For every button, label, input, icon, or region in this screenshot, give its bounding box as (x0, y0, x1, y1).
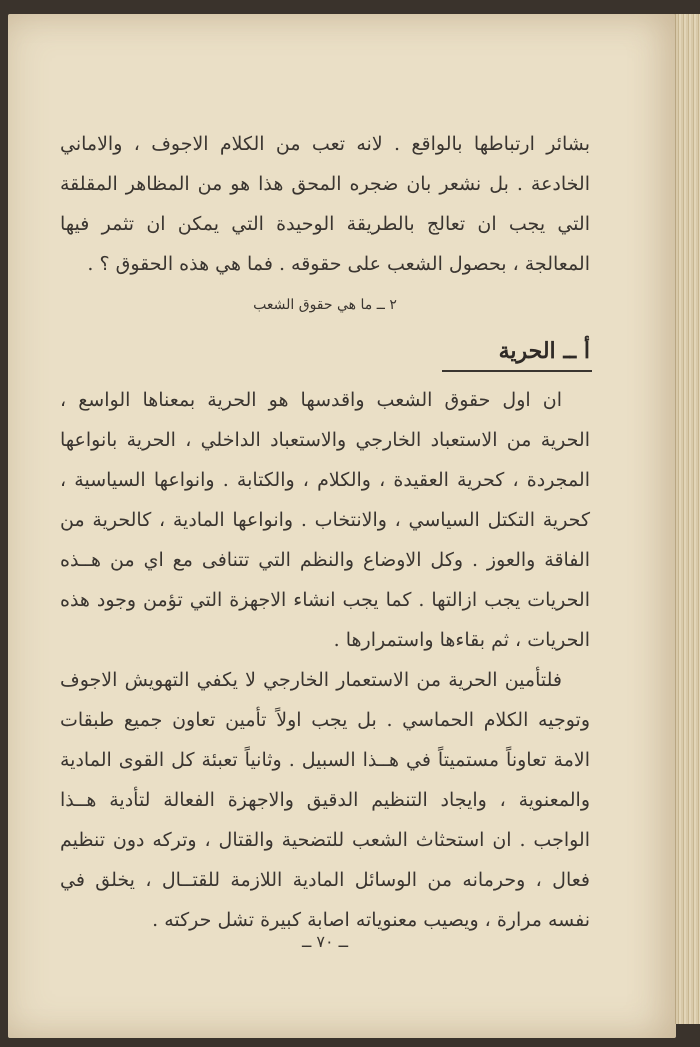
title-underline (442, 370, 592, 372)
intro-paragraph: بشائر ارتباطها بالواقع . لانه تعب من الكلام الاجوف ، والاماني الخادعة . بل نشعر بان ضجره المحق هذا هو من المظاهر المقلقة التي يجب ان تعالج بالطريقة الوحيدة التي يمكن ان تثمر فيها المعالجة ، بحصول الشعب على حقوقه . فما هي هذه الحقوق ؟ . (60, 133, 590, 275)
intro-text (60, 124, 590, 284)
paragraph-external-colonialism: فلتأمين الحرية من الاستعمار الخارجي لا يكفي التهويش الاجوف وتوجيه الكلام الحماسي . بل يجب اولاً تأمين تعاون جميع طبقات الامة تعاوناً مستميتاً في هــذا السبيل . وثانياً تعبئة كل القوى المادية والمعنوية ، وايجاد التنظيم الدقيق والاجهزة الفعالة لتأدية هــذا الواجب . ان استحثاث الشعب للتضحية والقتال ، وتركه دون تنظيم فعال ، وحرمانه من الوسائل المادية اللازمة للقتــال ، يخلق في نفسه مرارة ، ويصيب معنوياته اصابة كبيرة تشل حركته . (60, 669, 590, 931)
page-edges (675, 14, 700, 1024)
section-title: أ ــ الحرية (498, 338, 590, 364)
page-number: ــ ٧٠ ــ (301, 932, 349, 951)
body-text (60, 380, 590, 940)
paragraph-freedom-rights: ان اول حقوق الشعب واقدسها هو الحرية بمعناها الواسع ، الحرية من الاستعباد الخارجي والاستعباد الداخلي ، الحرية بانواعها المجردة ، كحرية العقيدة ، والكلام ، والكتابة . وانواعها السياسية ، كحرية التكتل السياسي ، والانتخاب . وانواعها المادية ، كالحرية من الفاقة والعوز . وكل الاوضاع والنظم التي تتنافى مع اي من هــذه الحريات يجب ازالتها . كما يجب انشاء الاجهزة التي تؤمن وجود هذه الحريات ، ثم بقاءها واستمرارها . (60, 389, 590, 651)
section-subheading: ٢ ــ ما هي حقوق الشعب (253, 297, 397, 313)
